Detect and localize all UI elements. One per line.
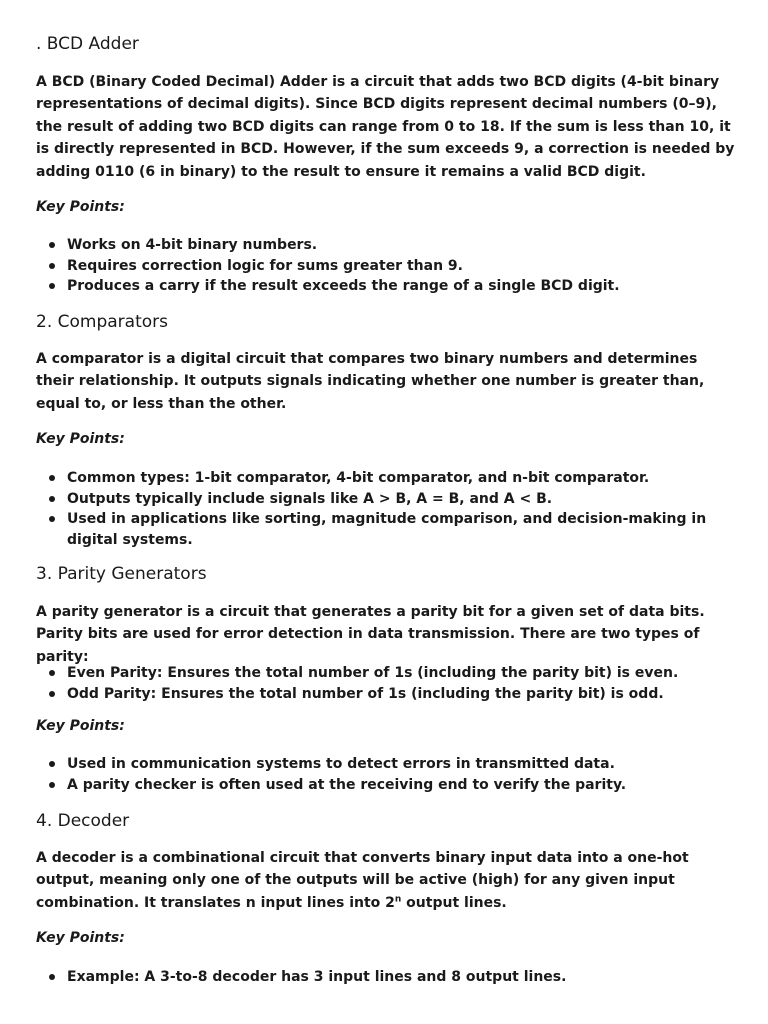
decoder-paragraph-tail: output lines. — [401, 894, 507, 911]
parity-types-list — [36, 663, 736, 704]
list-item: Outputs typically include signals like A > B, A = B, and A < B. — [36, 489, 736, 510]
list-item: Used in communication systems to detect errors in transmitted data. — [36, 754, 736, 775]
comparators-paragraph: A comparator is a digital circuit that compares two binary numbers and determines their relationship. It outputs signals indicating whether one number is greater than, equal to, or less than the other. — [36, 351, 705, 412]
decoder-paragraph-main: A decoder is a combinational circuit that converts binary input data into a one-hot output, meaning only one of the outputs will be active (high) for any given input combination. It translates n input lines into 2 — [36, 850, 689, 911]
list-item: Example: A 3-to-8 decoder has 3 input lines and 8 output lines. — [36, 967, 736, 988]
parity-generators-key-points-label: Key Points: — [36, 718, 125, 734]
list-item: Works on 4-bit binary numbers. — [36, 235, 736, 256]
list-item: Common types: 1-bit comparator, 4-bit comparator, and n-bit comparator. — [36, 468, 736, 489]
list-item: Odd Parity: Ensures the total number of 1s (including the parity bit) is odd. — [36, 684, 736, 705]
bcd-adder-key-points-label: Key Points: — [36, 199, 125, 215]
parity-generators-key-points-list — [36, 754, 736, 795]
decoder-key-points-list — [36, 967, 736, 988]
decoder-paragraph — [36, 847, 736, 914]
decoder-key-points-label: Key Points: — [36, 930, 125, 946]
decoder-superscript-n: n — [394, 894, 402, 905]
list-item: Produces a carry if the result exceeds the range of a single BCD digit. — [36, 276, 736, 297]
comparators-key-points-list — [36, 468, 736, 550]
section-title-bcd-adder: . BCD Adder — [36, 34, 139, 54]
list-item: Even Parity: Ensures the total number of 1s (including the parity bit) is even. — [36, 663, 736, 684]
parity-generators-paragraph: A parity generator is a circuit that generates a parity bit for a given set of data bits. Parity bits are used for error detection in data transmission. There are two types of parity: — [36, 604, 705, 665]
bcd-adder-key-points-list — [36, 235, 736, 297]
list-item: Requires correction logic for sums greater than 9. — [36, 256, 736, 277]
comparators-key-points-label: Key Points: — [36, 431, 125, 447]
section-title-decoder: 4. Decoder — [36, 811, 130, 831]
section-title-parity-generators: 3. Parity Generators — [36, 564, 207, 584]
bcd-adder-paragraph: A BCD (Binary Coded Decimal) Adder is a circuit that adds two BCD digits (4-bit binary representations of decimal digits). Since BCD digits represent decimal numbers (0–9), the result of adding two BCD digits can range from 0 to 18. If the sum is less than 10, it is directly represented in BCD. However, if the sum exceeds 9, a correction is needed by adding 0110 (6 in binary) to the result to ensure it remains a valid BCD digit. — [36, 74, 735, 180]
section-title-comparators: 2. Comparators — [36, 312, 168, 332]
list-item: A parity checker is often used at the receiving end to verify the parity. — [36, 775, 736, 796]
list-item: Used in applications like sorting, magnitude comparison, and decision-making in digital systems. — [36, 509, 736, 550]
